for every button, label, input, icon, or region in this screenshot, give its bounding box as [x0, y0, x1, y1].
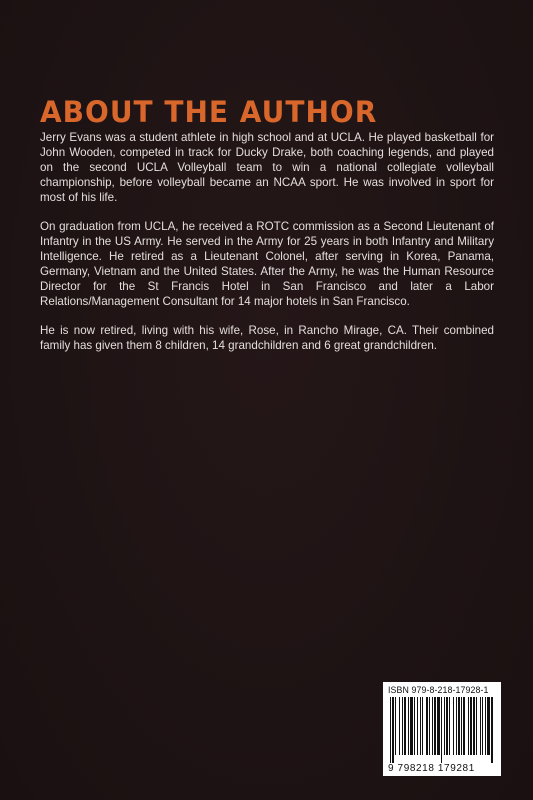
barcode-bar [473, 697, 475, 755]
barcode-bar [422, 697, 423, 755]
barcode-bar [461, 697, 462, 755]
barcode-bar [444, 697, 445, 755]
barcode-bar [434, 697, 436, 755]
barcode-bar [487, 697, 490, 755]
barcode-bar [446, 697, 448, 755]
bio-paragraph-3: He is now retired, living with his wife, Rose, in Rancho Mirage, CA. Their combined family has given them 8 children, 14 grandchildren and 6 great grandchildren. [40, 324, 494, 352]
barcode-bar [453, 697, 454, 755]
isbn-label: ISBN 979-8-218-17928-1 [388, 685, 489, 695]
barcode-bar [437, 697, 440, 755]
author-bio [40, 130, 494, 367]
barcode-bar [390, 697, 391, 763]
barcode-bar [426, 697, 428, 755]
barcode-bar [399, 697, 400, 755]
barcode-bar [485, 697, 486, 755]
barcode-bar [468, 697, 469, 755]
barcode-bar [410, 697, 413, 755]
barcode-digits: 9 798218 179281 [388, 763, 475, 774]
barcode-bar [414, 697, 415, 755]
barcode-bars [388, 697, 496, 763]
barcode-bar [491, 697, 493, 763]
barcode-bar [404, 697, 406, 755]
barcode-bar [470, 697, 472, 755]
bio-paragraph-1: Jerry Evans was a student athlete in high school and at UCLA. He played basketball for John Wooden, competed in track for Ducky Drake, both coaching legends, and played on the second UCLA Volleyball team to win a national collegiate volleyball championship, before volleyball became an NCAA sport. He was involved in sport for most of his life. [40, 131, 494, 204]
barcode-bar [395, 697, 396, 755]
barcode-bar [429, 697, 430, 755]
barcode-bar [476, 697, 477, 755]
barcode-bar [392, 697, 394, 763]
barcode-bar [456, 697, 457, 755]
barcode-bar [420, 697, 421, 755]
barcode-bar [417, 697, 418, 755]
barcode-bar [482, 697, 483, 755]
barcode-bar [402, 697, 403, 755]
barcode-bar [458, 697, 460, 755]
about-author-heading: ABOUT THE AUTHOR [40, 94, 378, 130]
barcode-bar [463, 697, 465, 755]
barcode-bar [441, 697, 442, 763]
barcode-bar [480, 697, 481, 755]
bio-paragraph-2: On graduation from UCLA, he received a ROTC commission as a Second Lieutenant of Infantry in the US Army. He served in the Army for 25 years in both Infantry and Military Intelligence. He retired as a Lieutenant Colonel, after serving in Korea, Panama, Germany, Vietnam and the United States. After the Army, he was the Human Resource Director for the St Francis Hotel in San Francisco and later a Labor Relations/Management Consultant for 14 major hotels in San Francisco. [40, 220, 494, 308]
barcode-bar [408, 697, 409, 755]
isbn-barcode [383, 682, 501, 776]
barcode-bar [449, 697, 450, 755]
barcode-bar [432, 697, 433, 755]
